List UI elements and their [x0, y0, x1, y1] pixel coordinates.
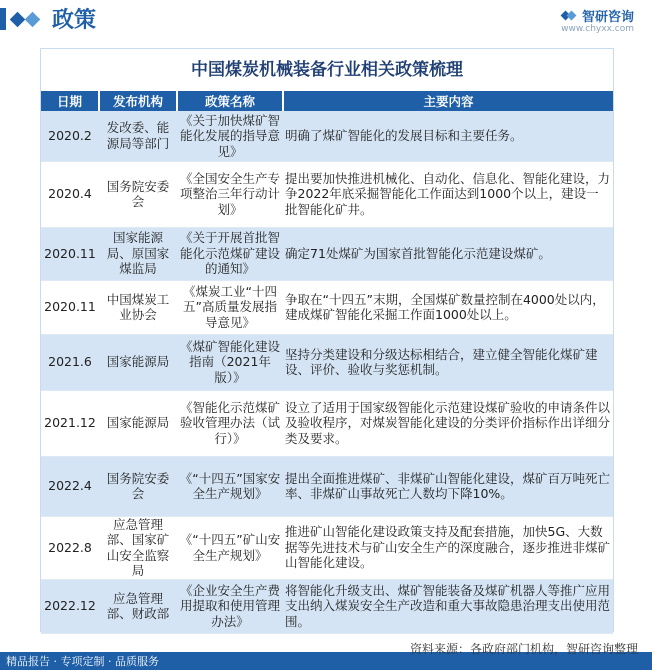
row-policy-name: 《企业安全生产费用提取和使用管理办法》: [177, 579, 283, 633]
table-row: [41, 456, 613, 516]
row-date: 2021.6: [41, 334, 99, 390]
card-title: 中国煤炭机械装备行业相关政策梳理: [191, 60, 463, 80]
row-date: 2020.11: [41, 227, 99, 280]
row-org: 国务院安委会: [99, 161, 177, 227]
row-org: 国家能源局、原国家煤监局: [99, 227, 177, 280]
section-title: 政策: [52, 8, 97, 33]
row-date: 2022.4: [41, 456, 99, 516]
row-date: 2022.12: [41, 579, 99, 633]
row-org: 中国煤炭工业协会: [99, 280, 177, 334]
header-diamond-icons: [12, 8, 42, 30]
diamond-icon: [25, 11, 41, 27]
row-date: 2020.11: [41, 280, 99, 334]
policy-table: [41, 91, 613, 634]
table-row: [41, 390, 613, 456]
row-content: 坚持分类建设和分级达标相结合，建立健全智能化煤矿建设、评价、验收与奖惩机制。: [283, 334, 613, 390]
row-org: 发改委、能源局等部门: [99, 111, 177, 161]
header-accent-bar: [0, 8, 6, 30]
footer-slogan: 精品报告 · 专项定制 · 品质服务: [6, 655, 159, 668]
table-row: [41, 280, 613, 334]
brand: [562, 6, 634, 25]
row-policy-name: 《“十四五”矿山安全生产规划》: [177, 516, 283, 579]
row-org: 国家能源局: [99, 334, 177, 390]
data-source: 资料来源：各政府部门机构，智研咨询整理: [409, 642, 638, 656]
brand-logo-icon: [562, 8, 578, 24]
row-policy-name: 《关于加快煤矿智能化发展的指导意见》: [177, 111, 283, 161]
row-policy-name: 《“十四五”国家安全生产规划》: [177, 456, 283, 516]
row-content: 提出全面推进煤矿、非煤矿山智能化建设，煤矿百万吨死亡率、非煤矿山事故死亡人数均下降10%。: [283, 456, 613, 516]
row-content: 争取在“十四五”末期，全国煤矿数量控制在4000处以内，建成煤矿智能化采掘工作面1000处以上。: [283, 280, 613, 334]
row-content: 明确了煤矿智能化的发展目标和主要任务。: [283, 111, 613, 161]
footer: [0, 640, 652, 670]
row-content: 将智能化升级支出、煤矿智能装备及煤矿机器人等推广应用支出纳入煤炭安全生产改造和重大事故隐患治理支出使用范围。: [283, 579, 613, 633]
table-header-row: [41, 91, 613, 111]
brand-url[interactable]: www.chyxx.com: [561, 24, 634, 34]
row-content: 提出要加快推进机械化、自动化、信息化、智能化建设，力争2022年底采掘智能化工作面达到1000个以上，建设一批智能化矿井。: [283, 161, 613, 227]
section-header: [0, 0, 652, 36]
column-header-date: 日期: [41, 91, 99, 111]
row-org: 应急管理部、财政部: [99, 579, 177, 633]
table-row: [41, 334, 613, 390]
row-content: 设立了适用于国家级智能化示范建设煤矿验收的申请条件以及验收程序，对煤炭智能化建设的分类评价指标作出详细分类及要求。: [283, 390, 613, 456]
row-date: 2022.8: [41, 516, 99, 579]
brand-name: 智研咨询: [581, 10, 634, 25]
row-content: 确定71处煤矿为国家首批智能化示范建设煤矿。: [283, 227, 613, 280]
row-policy-name: 《全国安全生产专项整治三年行动计划》: [177, 161, 283, 227]
row-policy-name: 《关于开展首批智能化示范煤矿建设的通知》: [177, 227, 283, 280]
column-header-content: 主要内容: [283, 91, 613, 111]
row-content: 推进矿山智能化建设政策支持及配套措施，加快5G、大数据等先进技术与矿山安全生产的深度融合，逐步推进非煤矿山智能化建设。: [283, 516, 613, 579]
diamond-icon: [10, 11, 26, 27]
row-date: 2020.2: [41, 111, 99, 161]
column-header-name: 政策名称: [177, 91, 283, 111]
policy-card: [40, 48, 614, 632]
table-row: [41, 227, 613, 280]
row-date: 2020.4: [41, 161, 99, 227]
table-row: [41, 579, 613, 633]
row-org: 应急管理部、国家矿山安全监察局: [99, 516, 177, 579]
row-policy-name: 《煤矿智能化建设指南（2021年版）》: [177, 334, 283, 390]
row-date: 2021.12: [41, 390, 99, 456]
row-policy-name: 《煤炭工业“十四五”高质量发展指导意见》: [177, 280, 283, 334]
table-row: [41, 516, 613, 579]
column-header-org: 发布机构: [99, 91, 177, 111]
row-policy-name: 《智能化示范煤矿验收管理办法（试行）》: [177, 390, 283, 456]
row-org: 国务院安委会: [99, 456, 177, 516]
table-row: [41, 111, 613, 161]
row-org: 国家能源局: [99, 390, 177, 456]
table-row: [41, 161, 613, 227]
